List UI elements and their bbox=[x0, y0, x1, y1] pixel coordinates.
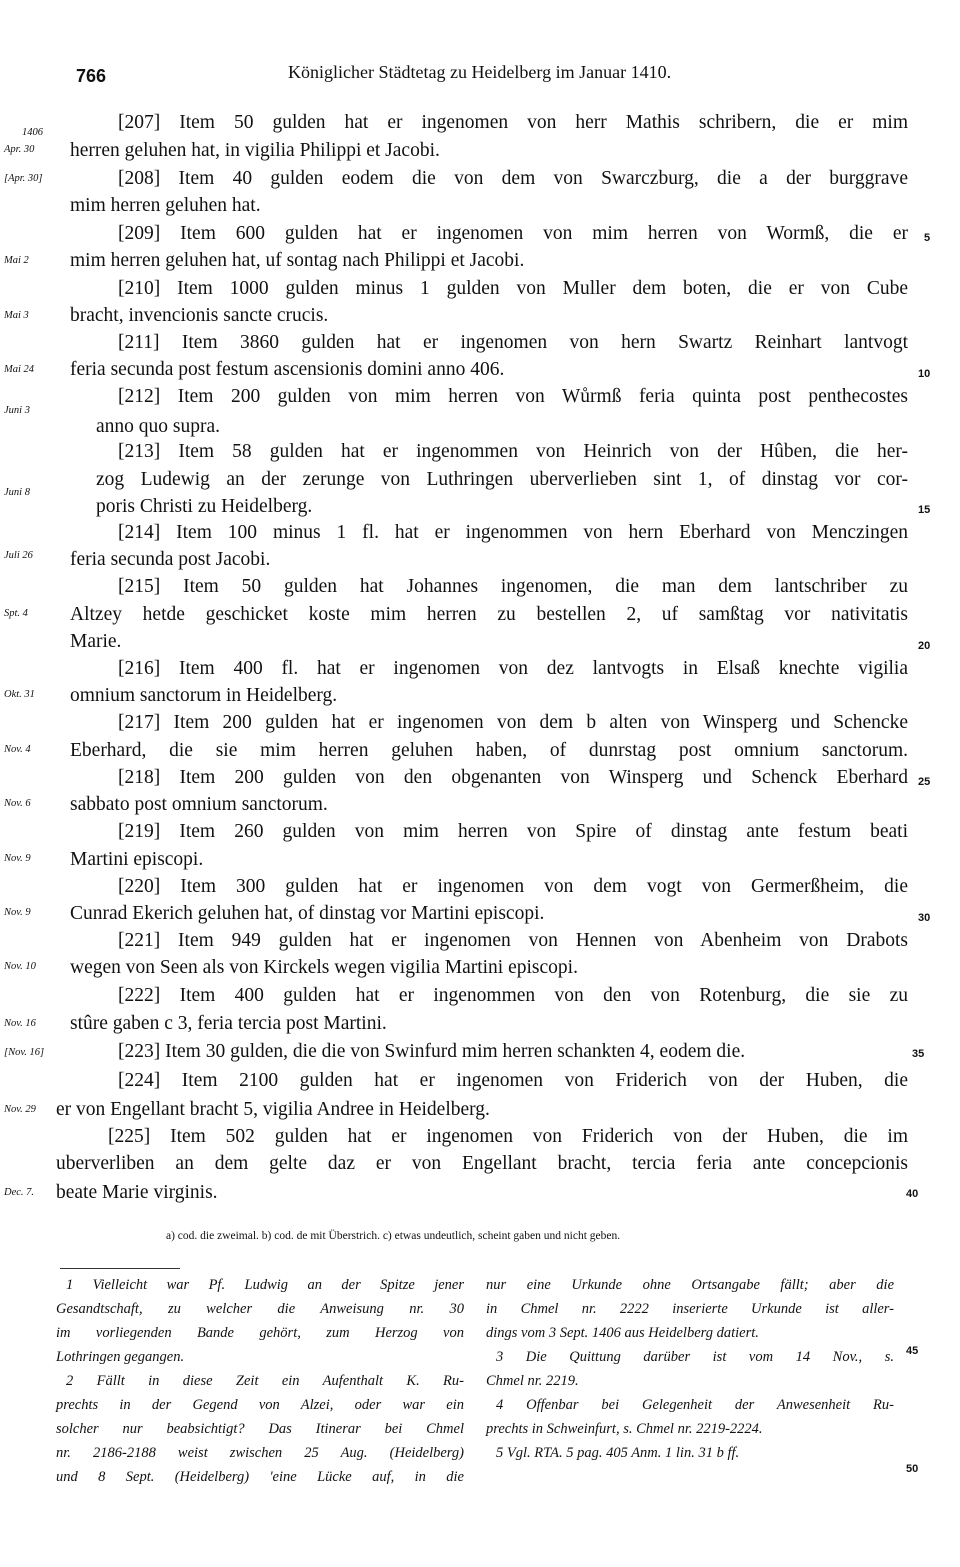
margin-date: Nov. 29 bbox=[4, 1104, 36, 1115]
text-line: [209] Item 600 gulden hat er ingenomen von mim herren von Wormß, die er bbox=[118, 223, 908, 244]
footnote-divider bbox=[60, 1268, 180, 1269]
footnote-line: dings vom 3 Sept. 1406 aus Heidelberg datiert. bbox=[486, 1325, 759, 1341]
footnote-line: 2 Fällt in diese Zeit ein Aufenthalt K. Ru- bbox=[66, 1373, 464, 1389]
text-line: mim herren geluhen hat. bbox=[70, 195, 261, 216]
text-line: [221] Item 949 gulden hat er ingenomen von Hennen von Abenheim von Drabots bbox=[118, 930, 908, 951]
footnote-line: und 8 Sept. (Heidelberg) 'eine Lücke auf, in die bbox=[56, 1469, 464, 1485]
margin-date: Spt. 4 bbox=[4, 608, 28, 619]
line-number: 40 bbox=[906, 1188, 919, 1200]
margin-date: Nov. 9 bbox=[4, 907, 31, 918]
text-line: [224] Item 2100 gulden hat er ingenomen von Friderich von der Huben, die bbox=[118, 1070, 908, 1091]
text-line: mim herren geluhen hat, uf sontag nach Philippi et Jacobi. bbox=[70, 250, 525, 271]
text-line: er von Engellant bracht 5, vigilia Andree in Heidelberg. bbox=[56, 1099, 490, 1120]
line-number: 35 bbox=[912, 1048, 925, 1060]
line-number: 20 bbox=[918, 640, 931, 652]
text-line: [216] Item 400 fl. hat er ingenomen von dez lantvogts in Elsaß knechte vigilia bbox=[118, 658, 908, 679]
text-line: [220] Item 300 gulden hat er ingenomen von dem vogt von Germerßheim, die bbox=[118, 876, 908, 897]
footnote-line: im vorliegenden Bande gehört, zum Herzog von bbox=[56, 1325, 464, 1341]
text-line: [223] Item 30 gulden, die die von Swinfurd mim herren schankten 4, eodem die. bbox=[118, 1041, 746, 1062]
line-number: 45 bbox=[906, 1345, 919, 1357]
margin-date: Juli 26 bbox=[4, 550, 33, 561]
margin-date: Juni 8 bbox=[4, 487, 30, 498]
footnote-line: in Chmel nr. 2222 inserierte Urkunde ist aller- bbox=[486, 1301, 894, 1317]
margin-date: Nov. 6 bbox=[4, 798, 31, 809]
text-line: wegen von Seen als von Kirckels wegen vigilia Martini episcopi. bbox=[70, 957, 578, 978]
text-line: [217] Item 200 gulden hat er ingenomen von dem b alten von Winsperg und Schencke bbox=[118, 712, 908, 733]
footnote-line: Gesandtschaft, zu welcher die Anweisung nr. 30 bbox=[56, 1301, 464, 1317]
text-line: omnium sanctorum in Heidelberg. bbox=[70, 685, 338, 706]
text-line: Martini episcopi. bbox=[70, 849, 204, 870]
footnote-line: Chmel nr. 2219. bbox=[486, 1373, 579, 1389]
critical-apparatus: a) cod. die zweimal. b) cod. de mit Überstrich. c) etwas undeutlich, scheint gaben und nicht geben. bbox=[166, 1230, 621, 1242]
text-line: [213] Item 58 gulden hat er ingenommen von Heinrich von der Hûben, die her- bbox=[118, 441, 908, 462]
text-line: feria secunda post Jacobi. bbox=[70, 549, 271, 570]
margin-date: Dec. 7. bbox=[4, 1187, 35, 1198]
line-number: 10 bbox=[918, 368, 931, 380]
text-line: bracht, invencionis sancte crucis. bbox=[70, 305, 329, 326]
text-line: sabbato post omnium sanctorum. bbox=[70, 794, 328, 815]
text-line: [219] Item 260 gulden von mim herren von Spire of dinstag ante festum beati bbox=[118, 821, 908, 842]
text-line: [225] Item 502 gulden hat er ingenomen von Friderich von der Huben, die im bbox=[108, 1126, 908, 1147]
text-line: [218] Item 200 gulden von den obgenanten von Winsperg und Schenck Eberhard bbox=[118, 767, 908, 788]
margin-date: Nov. 9 bbox=[4, 853, 31, 864]
text-line: anno quo supra. bbox=[96, 416, 221, 437]
line-number: 15 bbox=[918, 504, 931, 516]
footnote-line: 5 Vgl. RTA. 5 pag. 405 Anm. 1 lin. 31 b ff. bbox=[496, 1445, 740, 1461]
text-line: feria secunda post festum ascensionis domini anno 406. bbox=[70, 359, 505, 380]
text-line: zog Ludewig an der zerunge von Luthringen uberverlieben sint 1, of dinstag vor cor- bbox=[96, 469, 908, 490]
running-title: Königlicher Städtetag zu Heidelberg im Januar 1410. bbox=[288, 62, 672, 82]
text-line: stûre gaben c 3, feria tercia post Martini. bbox=[70, 1013, 387, 1034]
margin-date: Mai 3 bbox=[4, 310, 29, 321]
margin-date: Nov. 4 bbox=[4, 744, 31, 755]
footnote-line: solcher nur beabsichtigt? Das Itinerar bei Chmel bbox=[56, 1421, 464, 1437]
footnote-line: 4 Offenbar bei Gelegenheit der Anwesenheit Ru- bbox=[496, 1397, 894, 1413]
text-line: Cunrad Ekerich geluhen hat, of dinstag vor Martini episcopi. bbox=[70, 903, 545, 924]
text-line: herren geluhen hat, in vigilia Philippi et Jacobi. bbox=[70, 140, 440, 161]
text-line: Eberhard, die sie mim herren geluhen haben, of dunrstag post omnium sanctorum. bbox=[70, 740, 908, 761]
text-line: [207] Item 50 gulden hat er ingenomen von herr Mathis schribern, die er mim bbox=[118, 112, 908, 133]
text-line: uberverliben an dem gelte daz er von Engellant bracht, tercia feria ante concepcionis bbox=[56, 1153, 908, 1174]
text-line: [215] Item 50 gulden hat Johannes ingenomen, die man dem lantschriber zu bbox=[118, 576, 908, 597]
footnote-line: 1 Vielleicht war Pf. Ludwig an der Spitze jener bbox=[66, 1277, 464, 1293]
margin-date: Okt. 31 bbox=[4, 689, 35, 700]
footnote-line: prechts in der Gegend von Alzei, oder war ein bbox=[56, 1397, 464, 1413]
footnote-line: nr. 2186-2188 weist zwischen 25 Aug. (Heidelberg) bbox=[56, 1445, 464, 1461]
text-line: [214] Item 100 minus 1 fl. hat er ingenommen von hern Eberhard von Menczingen bbox=[118, 522, 908, 543]
page-number: 766 bbox=[76, 66, 107, 86]
footnote-line: Lothringen gegangen. bbox=[56, 1349, 185, 1365]
line-number: 5 bbox=[924, 232, 931, 244]
margin-date: Apr. 30 bbox=[4, 144, 35, 155]
text-line: [222] Item 400 gulden hat er ingenommen von den von Rotenburg, die sie zu bbox=[118, 985, 908, 1006]
margin-date: Mai 24 bbox=[4, 364, 35, 375]
margin-date: Nov. 16 bbox=[4, 1018, 36, 1029]
margin-date: [Apr. 30] bbox=[4, 173, 43, 184]
text-line: [208] Item 40 gulden eodem die von dem von Swarczburg, die a der burggrave bbox=[118, 168, 908, 189]
margin-date: 1406 bbox=[22, 127, 43, 138]
text-line: [212] Item 200 gulden von mim herren von Wůrmß feria quinta post penthecostes bbox=[118, 386, 908, 407]
text-line: [210] Item 1000 gulden minus 1 gulden von Muller dem boten, die er von Cube bbox=[118, 278, 908, 299]
text-line: [211] Item 3860 gulden hat er ingenomen von hern Swartz Reinhart lantvogt bbox=[118, 332, 908, 353]
text-line: Altzey hetde geschicket koste mim herren zu bestellen 2, uf samßtag vor nativitatis bbox=[70, 604, 908, 625]
text-line: Marie. bbox=[70, 631, 122, 652]
line-number: 30 bbox=[918, 912, 931, 924]
margin-date: Mai 2 bbox=[4, 255, 29, 266]
footnote-line: prechts in Schweinfurt, s. Chmel nr. 2219-2224. bbox=[486, 1421, 763, 1437]
margin-date: Nov. 10 bbox=[4, 961, 36, 972]
text-line: poris Christi zu Heidelberg. bbox=[96, 496, 313, 517]
text-line: beate Marie virginis. bbox=[56, 1182, 218, 1203]
line-number: 50 bbox=[906, 1463, 919, 1475]
margin-date: Juni 3 bbox=[4, 405, 30, 416]
margin-date: [Nov. 16] bbox=[4, 1047, 45, 1058]
line-number: 25 bbox=[918, 776, 931, 788]
footnote-line: nur eine Urkunde ohne Ortsangabe fällt; aber die bbox=[486, 1277, 894, 1293]
footnote-line: 3 Die Quittung darüber ist vom 14 Nov., s. bbox=[496, 1349, 894, 1365]
